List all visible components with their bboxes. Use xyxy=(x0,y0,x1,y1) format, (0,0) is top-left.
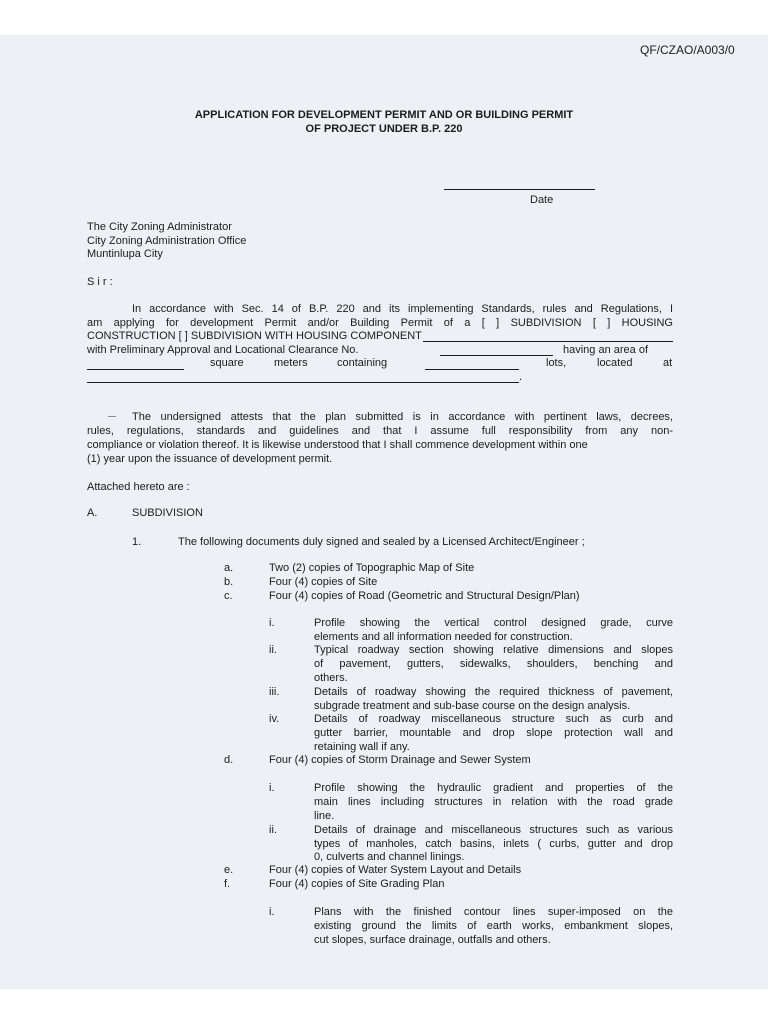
addressee-line1: The City Zoning Administrator xyxy=(87,221,232,233)
list-item-f: Four (4) copies of Site Grading Plan xyxy=(269,878,445,890)
housing-component-field[interactable] xyxy=(423,341,673,342)
addressee-line3: Muntinlupa City xyxy=(87,248,163,260)
list-marker-e: e. xyxy=(224,864,234,876)
list-marker-c: c. xyxy=(224,590,233,602)
list-marker-f: f. xyxy=(224,878,231,890)
section-a-letter: A. xyxy=(87,507,98,519)
form-code: QF/CZAO/A003/0 xyxy=(640,43,735,57)
c-marker-i: i. xyxy=(269,617,275,629)
list-item-d: Four (4) copies of Storm Drainage and Sewer System xyxy=(269,754,531,766)
item1-number: 1. xyxy=(132,536,142,548)
d-item-ii-line2: types of manholes, catch basins, inlets ( curbs, gutter and drop xyxy=(314,838,673,850)
para1-line3: CONSTRUCTION [ ] SUBDIVISION WITH HOUSING COMPONENT xyxy=(87,330,422,342)
c-item-iv-line3: retaining wall if any. xyxy=(314,741,410,753)
clearance-number-field[interactable] xyxy=(440,355,553,356)
f-item-i-line1: Plans with the finished contour lines super-imposed on the xyxy=(314,906,673,918)
para2-line3: compliance or violation thereof. It is likewise understood that I shall commence development within one xyxy=(87,439,588,451)
f-item-i-line2: existing ground the limits of earth works, embankment slopes, xyxy=(314,920,673,932)
document-title-line1: APPLICATION FOR DEVELOPMENT PERMIT AND OR BUILDING PERMIT xyxy=(194,109,574,121)
f-marker-i: i. xyxy=(269,906,275,918)
list-item-b: Four (4) copies of Site xyxy=(269,576,378,588)
para2-line1: The undersigned attests that the plan submitted is in accordance with pertinent laws, decrees, xyxy=(132,411,673,423)
d-item-ii-line3: 0, culverts and channel linings. xyxy=(314,851,465,863)
para2-line4: (1) year upon the issuance of development permit. xyxy=(87,453,333,465)
c-item-iii-line2: subgrade treatment and sub-base course on the design analysis. xyxy=(314,700,631,712)
d-marker-ii: ii. xyxy=(269,824,277,836)
addressee-line2: City Zoning Administration Office xyxy=(87,235,247,247)
f-item-i-line3: cut slopes, surface drainage, outfalls and others. xyxy=(314,934,551,946)
d-marker-i: i. xyxy=(269,782,275,794)
stray-mark xyxy=(108,416,116,417)
para1-line2: am applying for development Permit and/or Building Permit of a [ ] SUBDIVISION [ ] HOUSING xyxy=(87,317,673,329)
c-item-ii-line1: Typical roadway section showing relative dimensions and slopes xyxy=(314,644,673,656)
lots-field[interactable] xyxy=(425,369,519,370)
word-containing: containing xyxy=(337,357,388,369)
c-item-iv-line1: Details of roadway miscellaneous structure such as curb and xyxy=(314,713,673,725)
salutation: S i r : xyxy=(87,276,113,288)
list-item-a: Two (2) copies of Topographic Map of Site xyxy=(269,562,475,574)
c-item-iii-line1: Details of roadway showing the required thickness of pavement, xyxy=(314,686,673,698)
date-label: Date xyxy=(530,194,554,206)
d-item-i-line1: Profile showing the hydraulic gradient and properties of the xyxy=(314,782,673,794)
word-lots: lots, xyxy=(546,357,567,369)
c-item-i-line2: elements and all information needed for construction. xyxy=(314,631,573,643)
location-field[interactable] xyxy=(87,382,519,383)
date-field-line[interactable] xyxy=(444,189,595,190)
list-marker-b: b. xyxy=(224,576,234,588)
d-item-i-line3: line. xyxy=(314,810,335,822)
d-item-i-line2: main lines including structures in relation with the road grade xyxy=(314,796,673,808)
word-at: at xyxy=(663,357,673,369)
c-marker-iv: iv. xyxy=(269,713,280,725)
para2-line2: rules, regulations, standards and guidelines and that I assume full responsibility from any non- xyxy=(87,425,673,437)
list-marker-a: a. xyxy=(224,562,234,574)
c-marker-ii: ii. xyxy=(269,644,277,656)
para1-line4a: with Preliminary Approval and Locational Clearance No. xyxy=(87,344,359,356)
c-item-iv-line2: gutter barrier, mountable and drop slope protection wall and xyxy=(314,727,673,739)
word-meters: meters xyxy=(274,357,308,369)
para1-line4b: having an area of xyxy=(563,344,649,356)
para1-period: . xyxy=(519,371,523,383)
item1-text: The following documents duly signed and sealed by a Licensed Architect/Engineer ; xyxy=(178,536,585,548)
area-field[interactable] xyxy=(87,369,184,370)
c-marker-iii: iii. xyxy=(269,686,280,698)
para1-line1: In accordance with Sec. 14 of B.P. 220 and its implementing Standards, rules and Regulations, I xyxy=(132,303,673,315)
list-item-c: Four (4) copies of Road (Geometric and Structural Design/Plan) xyxy=(269,590,580,602)
word-located: located xyxy=(597,357,633,369)
word-square: square xyxy=(210,357,244,369)
d-item-ii-line1: Details of drainage and miscellaneous structures such as various xyxy=(314,824,673,836)
list-item-e: Four (4) copies of Water System Layout and Details xyxy=(269,864,522,876)
document-title-line2: OF PROJECT UNDER B.P. 220 xyxy=(305,123,463,135)
c-item-i-line1: Profile showing the vertical control designed grade, curve xyxy=(314,617,673,629)
section-a-label: SUBDIVISION xyxy=(132,507,203,519)
c-item-ii-line3: others. xyxy=(314,672,348,684)
c-item-ii-line2: of pavement, gutters, sidewalks, shoulders, benching and xyxy=(314,658,673,670)
attached-label: Attached hereto are : xyxy=(87,481,190,493)
list-marker-d: d. xyxy=(224,754,234,766)
